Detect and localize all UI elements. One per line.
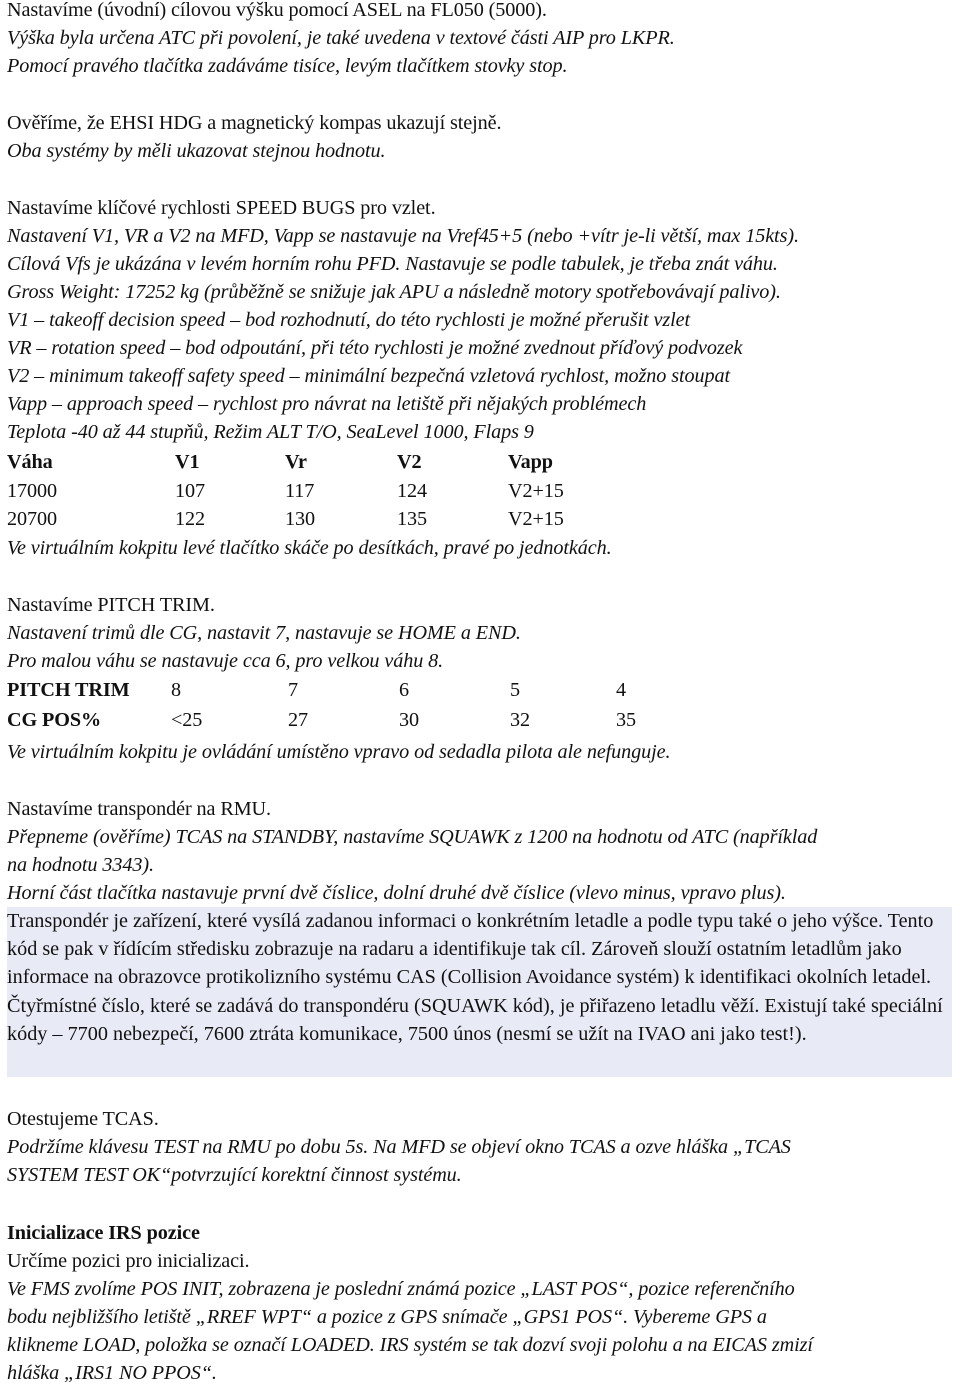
speed-table-cell: 135 <box>397 508 427 530</box>
asel-note-1: Výška byla určena ATC při povolení, je také uvedena v textové části AIP pro LKPR. <box>7 27 675 49</box>
speed-def-vapp: Vapp – approach speed – rychlost pro návrat na letiště při nějakých problémech <box>7 393 647 415</box>
speed-table-header-cell: Vapp <box>508 451 553 473</box>
speed-table-cell: 20700 <box>7 508 57 530</box>
ehsi-note: Oba systémy by měli ukazovat stejnou hodnotu. <box>7 140 386 162</box>
pitch-table-cell: 30 <box>399 709 419 731</box>
irs-line-2: Ve FMS zvolíme POS INIT, zobrazena je poslední známá pozice „LAST POS“, pozice referenčního <box>7 1278 795 1300</box>
speed-table-cell: V2+15 <box>508 508 564 530</box>
xpdr-note-1: Přepneme (ověříme) TCAS na STANDBY, nastavíme SQUAWK z 1200 na hodnotu od ATC (například <box>7 826 818 848</box>
speed-conditions: Teplota -40 až 44 stupňů, Režim ALT T/O, SeaLevel 1000, Flaps 9 <box>7 421 534 443</box>
speed-table-header-cell: V2 <box>397 451 422 473</box>
pitch-table-label: CG POS% <box>7 709 102 731</box>
pitch-table-cell: 27 <box>288 709 308 731</box>
speed-table-header-cell: V1 <box>175 451 200 473</box>
xpdr-heading: Nastavíme transpondér na RMU. <box>7 798 271 820</box>
pitch-table-cell: 4 <box>616 679 626 701</box>
xpdr-info-box: Transpondér je zařízení, které vysílá zadanou informaci o konkrétním letadle a podle typu také o jeho výšce. Tento kód se pak v řídícím středisku zobrazuje na radaru a identifikuje tak cíl. Zároveň slouží ostatním letadlům jako informace na obrazovce protikolizního systému CAS (Collision Avoidance systém) k identifikaci okolních letadel. Čtyřmístné číslo, které se zadává do transpondéru (SQUAWK kód), je přiřazeno letadlu věží. Existují také speciální kódy – 7700 nebezpečí, 7600 ztráta komunikace, 7500 únos (nesmí se užít na IVAO ani jako test!). <box>7 907 952 1077</box>
asel-note-2: Pomocí pravého tlačítka zadáváme tisíce, levým tlačítkem stovky stop. <box>7 55 568 77</box>
speed-table-cell: V2+15 <box>508 480 564 502</box>
pitch-table-cell: <25 <box>171 709 203 731</box>
tcas-note-2: SYSTEM TEST OK“potvrzující korektní činnost systému. <box>7 1164 462 1186</box>
speed-table-cell: 117 <box>285 480 315 502</box>
irs-line-4: klikneme LOAD, položka se označí LOADED. IRS systém se tak dozví svoji polohu a na EICAS zmizí <box>7 1334 813 1356</box>
speed-table-header-cell: Váha <box>7 451 53 473</box>
speed-heading: Nastavíme klíčové rychlosti SPEED BUGS pro vzlet. <box>7 197 436 219</box>
tcas-note-1: Podržíme klávesu TEST na RMU po dobu 5s. Na MFD se objeví okno TCAS a ozve hláška „TCAS <box>7 1136 791 1158</box>
irs-line-5: hláška „IRS1 NO PPOS“. <box>7 1362 217 1384</box>
speed-table-cell: 130 <box>285 508 315 530</box>
speed-table-header-cell: Vr <box>285 451 307 473</box>
pitch-table-cell: 5 <box>510 679 520 701</box>
speed-cockpit-note: Ve virtuálním kokpitu levé tlačítko skáče po desítkách, pravé po jednotkách. <box>7 537 612 559</box>
xpdr-note-3: Horní část tlačítka nastavuje první dvě číslice, dolní druhé dvě číslice (vlevo minus, vpravo plus). <box>7 882 786 904</box>
speed-def-v1: V1 – takeoff decision speed – bod rozhodnutí, do této rychlosti je možné přerušit vzlet <box>7 309 690 331</box>
pitch-note-1: Nastavení trimů dle CG, nastavit 7, nastavuje se HOME a END. <box>7 622 521 644</box>
irs-line-3: bodu nejbližšího letiště „RREF WPT“ a pozice z GPS snímače „GPS1 POS“. Vybereme GPS a <box>7 1306 767 1328</box>
pitch-table-cell: 32 <box>510 709 530 731</box>
pitch-note-2: Pro malou váhu se nastavuje cca 6, pro velkou váhu 8. <box>7 650 444 672</box>
speed-table-cell: 17000 <box>7 480 57 502</box>
pitch-table-cell: 7 <box>288 679 298 701</box>
ehsi-heading: Ověříme, že EHSI HDG a magnetický kompas ukazují stejně. <box>7 112 502 134</box>
pitch-heading: Nastavíme PITCH TRIM. <box>7 594 215 616</box>
pitch-table-cell: 6 <box>399 679 409 701</box>
irs-line-1: Určíme pozici pro inicializaci. <box>7 1250 250 1272</box>
pitch-table-label: PITCH TRIM <box>7 679 130 701</box>
speed-table-cell: 124 <box>397 480 427 502</box>
pitch-table-cell: 35 <box>616 709 636 731</box>
irs-heading: Inicializace IRS pozice <box>7 1222 200 1244</box>
pitch-table-cell: 8 <box>171 679 181 701</box>
speed-def-vr: VR – rotation speed – bod odpoutání, při této rychlosti je možné zvednout příďový podvozek <box>7 337 743 359</box>
pitch-cockpit-note: Ve virtuálním kokpitu je ovládání umístěno vpravo od sedadla pilota ale nefunguje. <box>7 741 671 763</box>
speed-note-3: Gross Weight: 17252 kg (průběžně se snižuje jak APU a následně motory spotřebovávají palivo). <box>7 281 781 303</box>
speed-note-1: Nastavení V1, VR a V2 na MFD, Vapp se nastavuje na Vref45+5 (nebo +vítr je-li větší, max 15kts). <box>7 225 799 247</box>
asel-heading: Nastavíme (úvodní) cílovou výšku pomocí ASEL na FL050 (5000). <box>7 0 547 21</box>
xpdr-note-2: na hodnotu 3343). <box>7 854 154 876</box>
speed-def-v2: V2 – minimum takeoff safety speed – minimální bezpečná vzletová rychlost, možno stoupat <box>7 365 730 387</box>
speed-table-cell: 122 <box>175 508 205 530</box>
speed-note-2: Cílová Vfs je ukázána v levém horním rohu PFD. Nastavuje se podle tabulek, je třeba znát váhu. <box>7 253 778 275</box>
tcas-heading: Otestujeme TCAS. <box>7 1108 159 1130</box>
speed-table-cell: 107 <box>175 480 205 502</box>
